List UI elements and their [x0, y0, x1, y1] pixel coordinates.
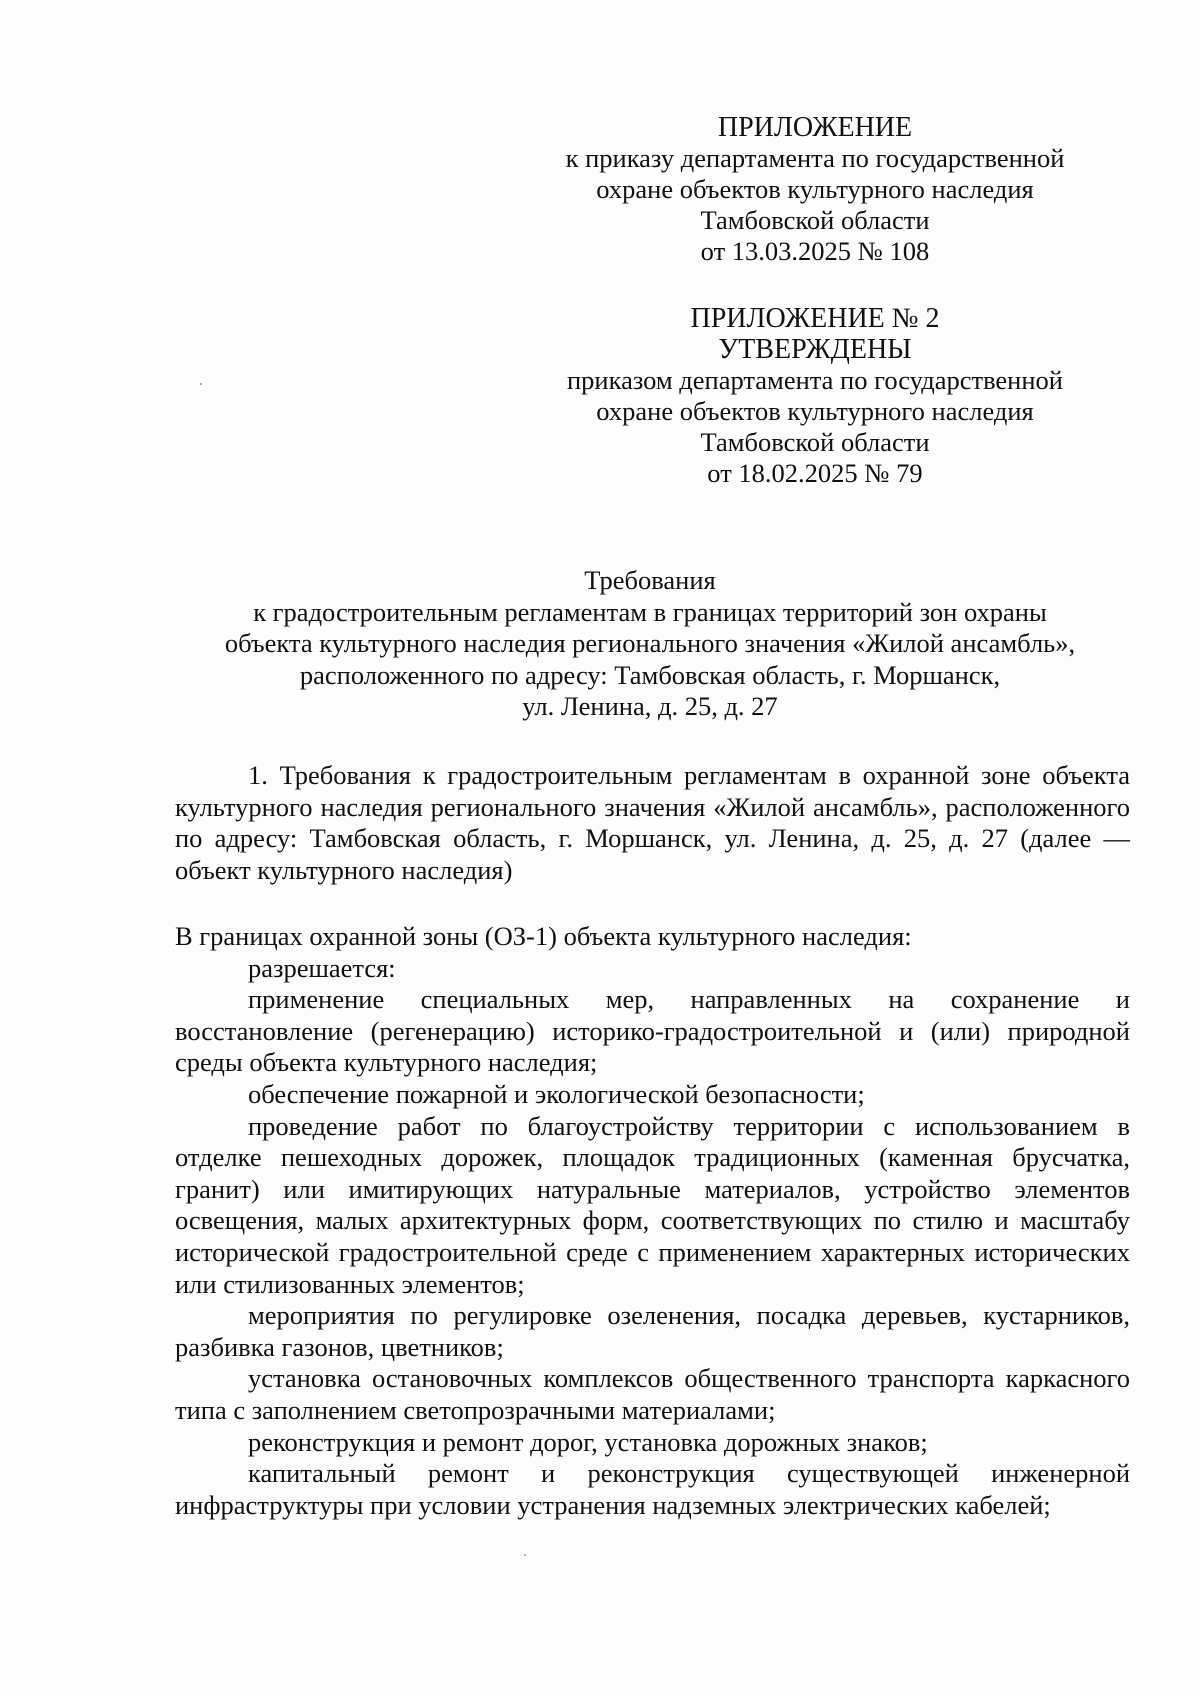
document-title-line: объекта культурного наследия регионального значения «Жилой ансамбль», — [224, 628, 1076, 658]
approval-approved: УТВЕРЖДЕНЫ — [718, 334, 912, 365]
scan-speck — [200, 383, 202, 385]
appendix-line: охране объектов культурного наследия — [596, 174, 1034, 204]
appendix-header — [530, 112, 1100, 267]
list-item: капитальный ремонт и реконструкция существующей инженерной инфраструктуры при условии устранения надземных электрических кабелей; — [175, 1458, 1130, 1520]
appendix-title: ПРИЛОЖЕНИЕ — [717, 112, 913, 143]
document-title — [170, 565, 1130, 723]
approval-line: охране объектов культурного наследия — [596, 396, 1034, 426]
section-1-text: 1. Требования к градостроительным регламентам в охранной зоне объекта культурного наследия регионального значения «Жилой ансамбль», расположенного по адресу: Тамбовская область, г. Моршанск, ул. Ленина, д. 25, д. 27 (далее — объект культурного наследия) — [175, 760, 1130, 885]
document-title-line: расположенного по адресу: Тамбовская область, г. Моршанск, — [299, 659, 1001, 690]
scan-speck — [524, 1554, 526, 1556]
approval-line: приказом департамента по государственной — [567, 365, 1063, 395]
list-item: проведение работ по благоустройству территории с использованием в отделке пешеходных дорожек, площадок традиционных (каменная брусчатка, гранит) или имитирующих натуральные материалов, устройство элементов освещения, малых архитектурных форм, соответствующих по стилю и масштабу исторической градостроительной среде с применением характерных исторических или стилизованных элементов; — [175, 1110, 1130, 1299]
approval-title: ПРИЛОЖЕНИЕ № 2 — [690, 303, 940, 334]
document-heading: Требования — [584, 565, 716, 595]
list-item: применение специальных мер, направленных на сохранение и восстановление (регенерацию) историко-градостроительной и (или) природной среды объекта культурного наследия; — [175, 984, 1130, 1078]
approval-line: Тамбовской области — [700, 427, 930, 457]
section-2-allowed: разрешается: — [248, 952, 396, 983]
appendix-line: Тамбовской области — [700, 205, 930, 235]
section-1 — [175, 760, 1130, 886]
section-2-intro: В границах охранной зоны (ОЗ-1) объекта культурного наследия: — [175, 921, 912, 951]
list-item: мероприятия по регулировке озеленения, посадка деревьев, кустарников, разбивка газонов, цветников; — [175, 1300, 1130, 1362]
appendix-order-date: от 13.03.2025 № 108 — [700, 236, 930, 266]
approval-header — [530, 303, 1100, 489]
list-item: установка остановочных комплексов общественного транспорта каркасного типа с заполнением светопрозрачными материалами; — [175, 1363, 1130, 1425]
approval-order-date: от 18.02.2025 № 79 — [707, 458, 923, 488]
list-item: реконструкция и ремонт дорог, установка дорожных знаков; — [248, 1426, 928, 1457]
document-title-line: ул. Ленина, д. 25, д. 27 — [522, 691, 778, 721]
appendix-line: к приказу департамента по государственной — [565, 143, 1065, 173]
list-item: обеспечение пожарной и экологической безопасности; — [248, 1078, 865, 1109]
section-2 — [175, 921, 1130, 1521]
document-title-line: к градостроительным регламентам в границах территорий зон охраны — [253, 596, 1047, 627]
